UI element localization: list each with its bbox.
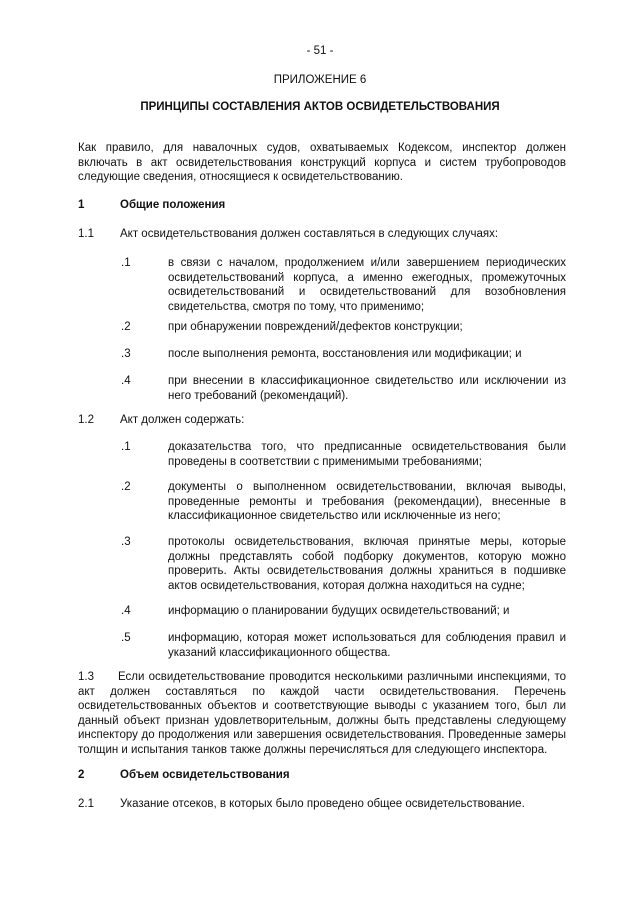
section-2-title: Объем освидетельствования bbox=[120, 769, 290, 781]
paragraph-2-1-number: 2.1 bbox=[78, 798, 94, 810]
paragraph-1-3 bbox=[78, 670, 566, 757]
paragraph-1-2-number: 1.2 bbox=[78, 414, 94, 426]
list-item-number: .2 bbox=[121, 321, 131, 333]
paragraph-1-3-number: 1.3 bbox=[78, 671, 94, 683]
paragraph-1-1-text: Акт освидетельствования должен составляться в следующих случаях: bbox=[120, 228, 499, 240]
list-item-text: документы о выполненном освидетельствовании, включая выводы, проведенные ремонты и требования (рекомендации), внесенные в классификационное свидетельство или исключенные из него; bbox=[168, 481, 566, 522]
list-item-text: при обнаружении повреждений/дефектов конструкции; bbox=[168, 321, 463, 333]
list-item-number: .1 bbox=[121, 441, 131, 453]
section-1-title: Общие положения bbox=[120, 199, 226, 211]
list-item-number: .4 bbox=[121, 605, 131, 617]
page-number: - 51 - bbox=[306, 45, 334, 57]
list-item-number: .5 bbox=[121, 632, 131, 644]
paragraph-1-2-text: Акт должен содержать: bbox=[120, 414, 245, 426]
list-item-text: в связи с началом, продолжением и/или завершением периодических освидетельствований корпуса, а именно ежегодных, промежуточных освидетельствований и освидетельствований для возобновления свидетельства, смотря по тому, что применимо; bbox=[168, 257, 566, 313]
section-2-number: 2 bbox=[78, 769, 85, 781]
page-title: ПРИНЦИПЫ СОСТАВЛЕНИЯ АКТОВ ОСВИДЕТЕЛЬСТВОВАНИЯ bbox=[140, 101, 500, 113]
list-item-text: протоколы освидетельствования, включая принятые меры, которые должны представлять собой подборку документов, которую можно проверить. Акты освидетельствования должны храниться в подшивке актов освидетельствования, которая должна находиться на судне; bbox=[168, 536, 566, 592]
intro-paragraph: Как правило, для навалочных судов, охватываемых Кодексом, инспектор должен включать в акт освидетельствования конструкций корпуса и систем трубопроводов следующие сведения, относящиеся к освидетельствованию. bbox=[78, 142, 566, 183]
section-1-number: 1 bbox=[78, 199, 85, 211]
list-item-text: при внесении в классификационное свидетельство или исключении из него требований (рекомендаций). bbox=[168, 375, 566, 402]
list-item-number: .3 bbox=[121, 348, 131, 360]
appendix-label: ПРИЛОЖЕНИЕ 6 bbox=[273, 74, 367, 86]
list-item-text: информацию, которая может использоваться для соблюдения правил и указаний классификационного общества. bbox=[168, 632, 566, 659]
list-item-number: .4 bbox=[121, 375, 131, 387]
list-item-number: .1 bbox=[121, 257, 131, 269]
list-item-number: .2 bbox=[121, 481, 131, 493]
paragraph-1-1-number: 1.1 bbox=[78, 228, 94, 240]
list-item-text: после выполнения ремонта, восстановления или модификации; и bbox=[168, 348, 522, 360]
list-item-text: доказательства того, что предписанные освидетельствования были проведены в соответствии с применимыми требованиями; bbox=[168, 441, 566, 468]
paragraph-1-3-text: Если освидетельствование проводится несколькими различными инспекциями, то акт должен составляться по каждой части освидетельствования. Перечень освидетельствованных объектов и соответствующие выводы с указанием того, был ли данный объект признан удовлетворительным, должны быть представлены следующему инспектору до продолжения или завершения освидетельствования. Проведенные замеры толщин и испытания танков также должны перечисляться для следующего инспектора. bbox=[78, 671, 566, 756]
list-item-number: .3 bbox=[121, 536, 131, 548]
list-item-text: информацию о планировании будущих освидетельствований; и bbox=[168, 605, 510, 617]
paragraph-2-1-text: Указание отсеков, в которых было проведено общее освидетельствование. bbox=[120, 798, 525, 810]
